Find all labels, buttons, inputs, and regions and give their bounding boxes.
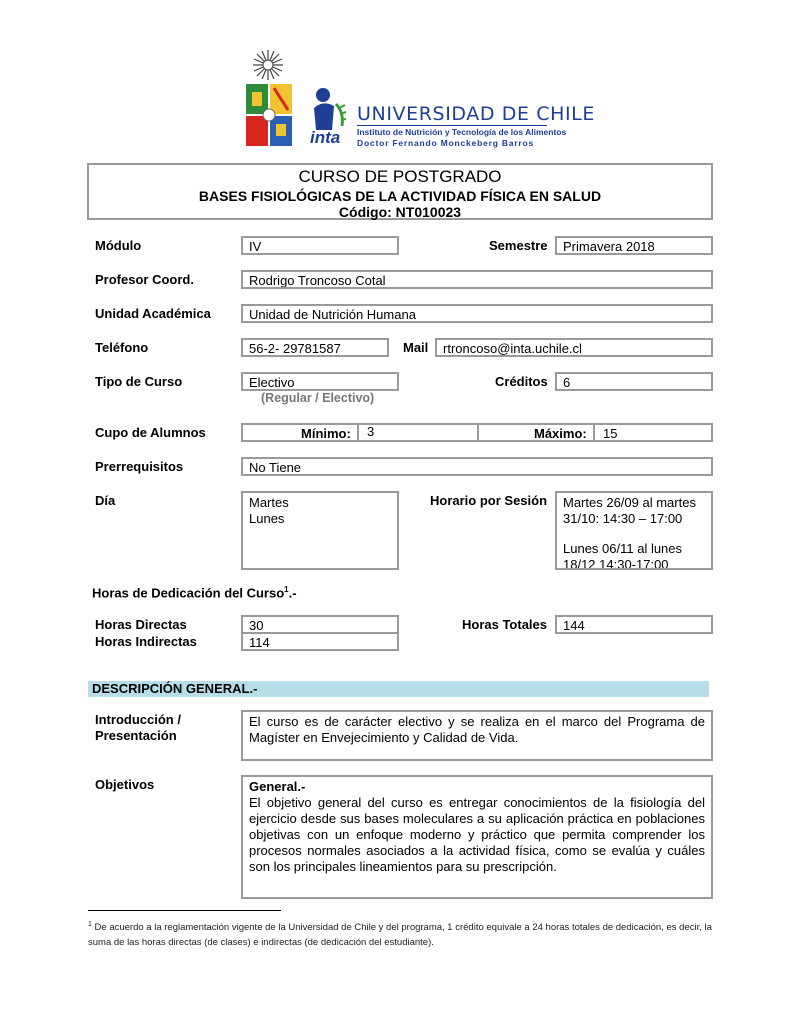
horas-directas-label: Horas Directas	[95, 617, 187, 632]
institute-doctor: Doctor Fernando Monckeberg Barros	[357, 138, 535, 148]
horario-line: 18/12 14:30-17:00	[563, 557, 669, 570]
shield-emblem-icon	[244, 44, 304, 148]
semestre-field: Primavera 2018	[555, 236, 713, 255]
cupo-row	[241, 423, 713, 442]
horas-heading-text: Horas de Dedicación del Curso	[92, 585, 285, 601]
objetivos-label: Objetivos	[95, 777, 155, 792]
course-name: BASES FISIOLÓGICAS DE LA ACTIVIDAD FÍSICA EN SALUD	[198, 188, 602, 204]
horario-line: 31/10: 14:30 – 17:00	[563, 511, 683, 526]
horas-totales-label: Horas Totales	[462, 617, 548, 632]
header-rule	[357, 125, 547, 126]
unidad-field: Unidad de Nutrición Humana	[241, 304, 713, 323]
footnote-text: De acuerdo a la reglamentación vigente de la Universidad de Chile y del programa, 1 crédito equivale a 24 horas totales de dedicación, es decir, la suma de las horas directas (de clases) e indirectas (de dedicación del estudiante).	[88, 922, 712, 949]
objetivos-heading: General.-	[249, 779, 306, 794]
mail-field: rtroncoso@inta.uchile.cl	[435, 338, 713, 357]
horas-totales-field: 144	[555, 615, 713, 634]
intro-field: El curso es de carácter electivo y se realiza en el marco del Programa de Magíster en Envejecimiento y Calidad de Vida.	[241, 710, 713, 761]
inta-wordmark: inta	[310, 128, 341, 147]
footnote-marker: 1	[88, 921, 92, 928]
horario-field	[555, 491, 713, 570]
dia-field	[241, 491, 399, 570]
horas-heading-tail: .-	[288, 585, 297, 601]
telefono-field: 56-2- 29781587	[241, 338, 389, 357]
institute-name: Instituto de Nutrición y Tecnología de los Alimentos	[357, 127, 567, 137]
intro-label-line: Presentación	[95, 728, 177, 743]
modulo-field: IV	[241, 236, 399, 255]
university-name: UNIVERSIDAD DE CHILE	[357, 103, 595, 125]
cupo-label: Cupo de Alumnos	[95, 425, 206, 440]
footnote-rule	[88, 910, 281, 911]
minimo-field: 3	[357, 423, 479, 442]
horas-directas-field: 30	[241, 615, 399, 634]
course-type-title: CURSO DE POSTGRADO	[298, 167, 502, 186]
telefono-label: Teléfono	[95, 340, 149, 355]
profesor-field: Rodrigo Troncoso Cotal	[241, 270, 713, 289]
descripcion-band: DESCRIPCIÓN GENERAL.-	[88, 681, 709, 697]
objetivos-field	[241, 775, 713, 899]
course-code: Código: NT010023	[338, 204, 462, 220]
mail-label: Mail	[403, 340, 429, 355]
tipo-label: Tipo de Curso	[95, 374, 183, 389]
dia-line: Lunes	[249, 511, 285, 526]
intro-label	[95, 712, 181, 743]
dia-line: Martes	[249, 495, 289, 510]
inta-logo	[306, 86, 352, 148]
horario-label: Horario por Sesión	[430, 493, 548, 508]
intro-label-line: Introducción /	[95, 712, 181, 727]
tipo-hint: (Regular / Electivo)	[261, 391, 375, 405]
maximo-divider	[593, 423, 597, 442]
horas-footnote-ref: 1	[284, 585, 289, 594]
maximo-field: 15	[603, 426, 618, 441]
maximo-label: Máximo:	[534, 426, 587, 441]
creditos-label: Créditos	[495, 374, 548, 389]
minimo-label: Mínimo:	[301, 426, 351, 441]
semestre-label: Semestre	[489, 238, 548, 253]
profesor-label: Profesor Coord.	[95, 272, 194, 287]
dia-label: Día	[95, 493, 116, 508]
modulo-label: Módulo	[95, 238, 142, 253]
unidad-label: Unidad Académica	[95, 306, 211, 321]
horario-line: Lunes 06/11 al lunes	[563, 541, 683, 556]
horas-indirectas-field: 114	[241, 632, 399, 651]
horas-heading	[92, 585, 297, 600]
tipo-field: Electivo	[241, 372, 399, 391]
prerrequisitos-label: Prerrequisitos	[95, 459, 184, 474]
creditos-field: 6	[555, 372, 713, 391]
university-logo	[244, 44, 304, 148]
course-title-box	[87, 163, 713, 220]
prerrequisitos-field: No Tiene	[241, 457, 713, 476]
objetivos-text: El objetivo general del curso es entregar conocimientos de la fisiología del ejercicio desde sus bases moleculares a su aplicación práctica en poblaciones objetivas con un enfoque moderno y práctico que permita comprender los procesos normales asociados a la actividad física, como se evalúa y cuáles son los principales lineamientos para su prescripción.	[249, 795, 705, 874]
horas-indirectas-label: Horas Indirectas	[95, 634, 197, 649]
horario-line: Martes 26/09 al martes	[563, 495, 696, 510]
footnote	[88, 917, 718, 950]
